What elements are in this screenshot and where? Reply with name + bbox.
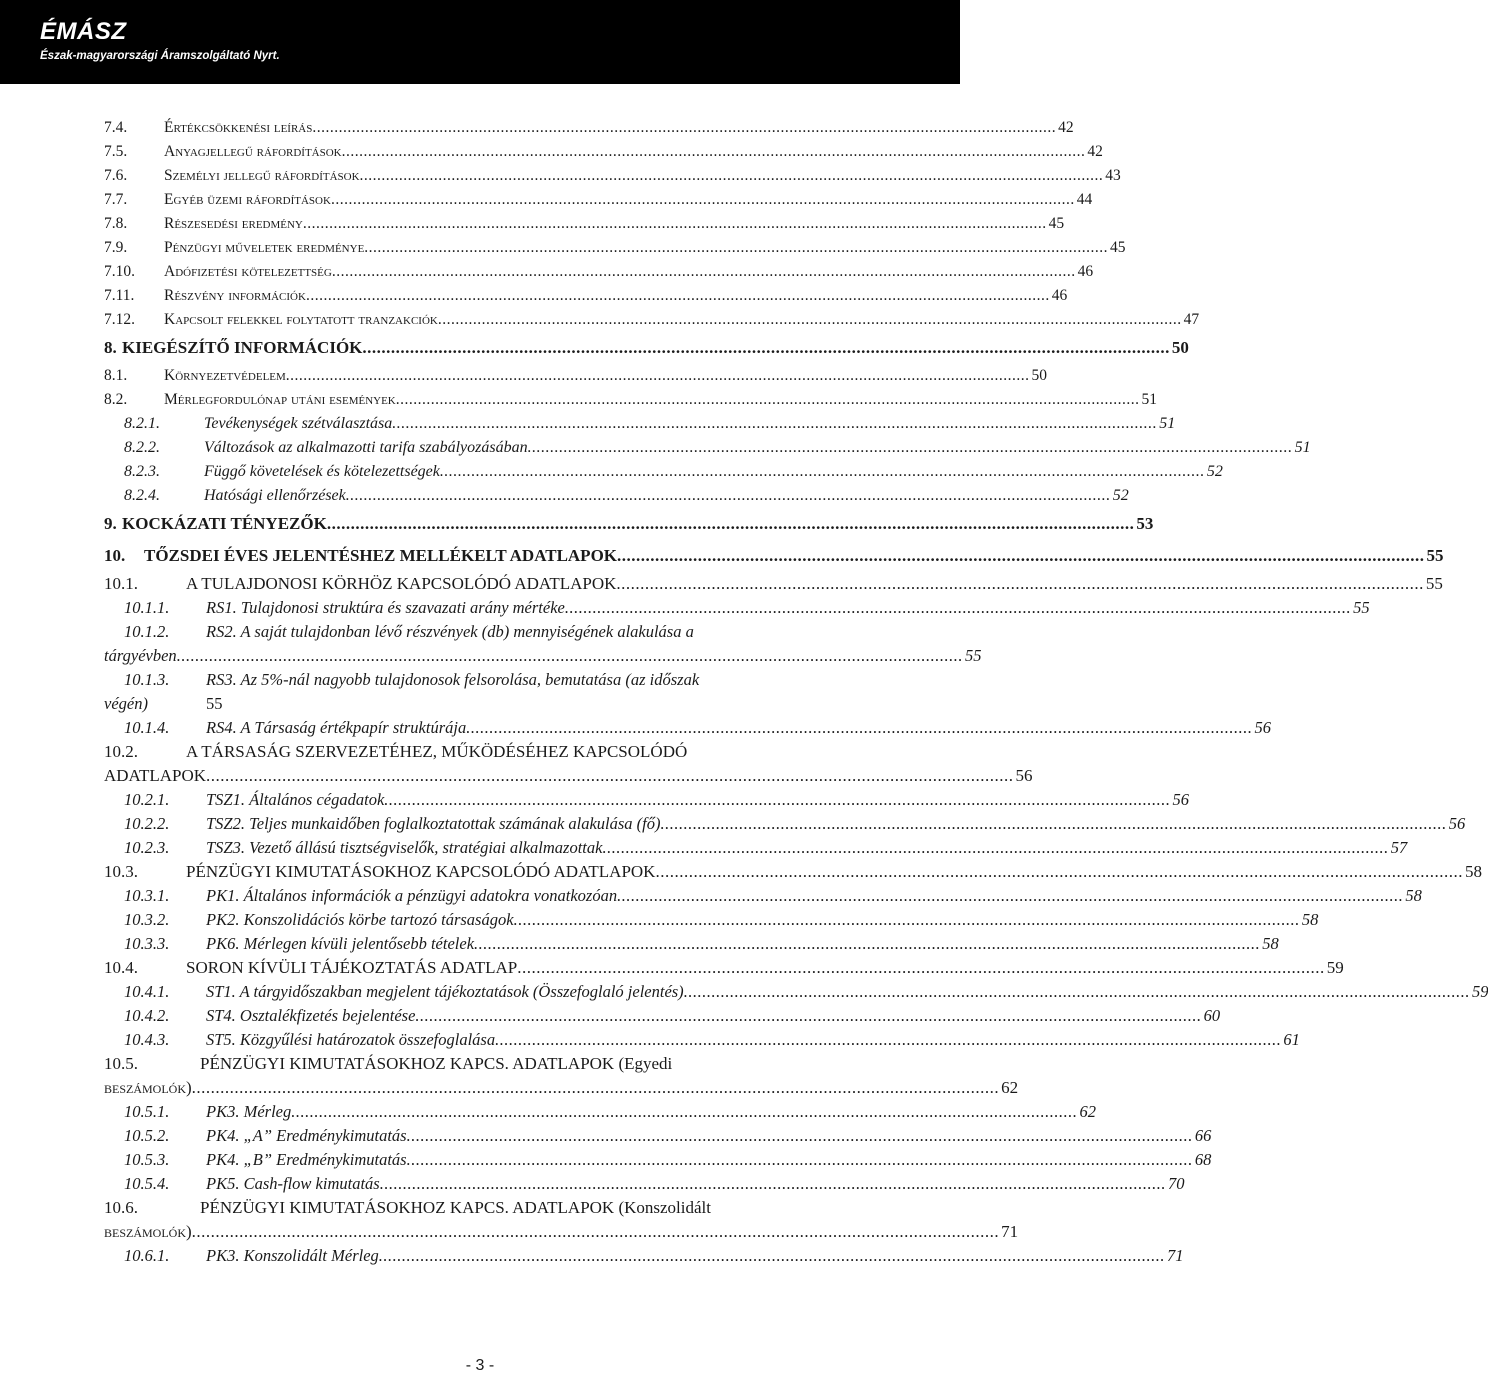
- dot-leader: ..........................................................................................................................................................................: [437, 311, 1182, 328]
- toc-page-number: 45: [1110, 239, 1126, 256]
- toc-number: 7.6.: [104, 167, 128, 184]
- toc-number: 7.8.: [104, 215, 128, 232]
- toc-number: 10.6.: [104, 1198, 138, 1217]
- toc-page-number: 59: [1471, 982, 1488, 1001]
- toc-number: 10.4.1.: [124, 982, 170, 1001]
- dot-leader: ..........................................................................................................................................................................: [305, 287, 1050, 304]
- toc-title: SORON KÍVÜLI TÁJÉKOZTATÁS ADATLAP: [186, 958, 518, 977]
- toc-title: ST5. Közgyűlési határozatok összefoglalása: [206, 1030, 496, 1049]
- toc-page-number: 58: [1464, 862, 1482, 881]
- toc-title: Személyi jellegű ráfordítások: [164, 167, 360, 184]
- toc-title: PK3. Mérleg: [206, 1102, 292, 1121]
- toc-title: TŐZSDEI ÉVES JELENTÉSHEZ MELLÉKELT ADATLAPOK: [144, 546, 618, 565]
- toc-page-number: 58: [1262, 934, 1279, 953]
- toc-page-number: 50: [1171, 338, 1189, 357]
- toc-number: 10.1.2.: [124, 622, 170, 641]
- toc-number: 10.6.1.: [124, 1246, 170, 1265]
- dot-leader: ..........................................................................................................................................................................: [474, 934, 1261, 953]
- toc-entry[interactable]: [104, 284, 1068, 308]
- dot-leader: ..........................................................................................................................................................................: [617, 546, 1425, 565]
- toc-page-number: 59: [1326, 958, 1344, 977]
- dot-leader: ..........................................................................................................................................................................: [517, 958, 1325, 977]
- toc-entry[interactable]: [104, 236, 1126, 260]
- toc-title: Hatósági ellenőrzések: [204, 487, 346, 504]
- toc-number: 7.9.: [104, 239, 128, 256]
- toc-subentry[interactable]: [104, 1148, 1212, 1172]
- dot-leader: ..........................................................................................................................................................................: [406, 1150, 1193, 1169]
- toc-title-continuation: tárgyévben: [104, 646, 177, 665]
- toc-subentry[interactable]: [104, 484, 1129, 508]
- toc-number: 10.4.: [104, 958, 138, 977]
- toc-number: 10.4.2.: [124, 1006, 170, 1025]
- toc-number: 10.4.3.: [124, 1030, 170, 1049]
- toc-subentry[interactable]: [104, 884, 1422, 908]
- company-logo: ÉMÁSZ: [40, 18, 127, 45]
- toc-page-number: 50: [1031, 367, 1048, 384]
- toc-number: 7.7.: [104, 191, 128, 208]
- dot-leader: ..........................................................................................................................................................................: [176, 646, 963, 665]
- toc-number: 10.1.4.: [124, 718, 170, 737]
- toc-subentry[interactable]: [104, 1004, 1221, 1028]
- toc-page-number: 42: [1087, 143, 1103, 160]
- toc-page-number: 55: [1426, 546, 1444, 565]
- header-logo-bar: [0, 0, 960, 84]
- dot-leader: ..........................................................................................................................................................................: [341, 143, 1086, 160]
- toc-entry[interactable]: [104, 260, 1094, 284]
- toc-entry[interactable]: [104, 1052, 872, 1076]
- dot-leader: ..........................................................................................................................................................................: [359, 167, 1104, 184]
- dot-leader: ..........................................................................................................................................................................: [364, 239, 1109, 256]
- toc-subentry[interactable]: [104, 1100, 1096, 1124]
- dot-leader: ..........................................................................................................................................................................: [439, 463, 1205, 480]
- toc-title: Kapcsolt felekkel folytatott tranzakciók: [164, 311, 438, 328]
- toc-chapter-entry[interactable]: [104, 332, 1189, 364]
- toc-entry[interactable]: [104, 140, 1103, 164]
- dot-leader: ..........................................................................................................................................................................: [616, 574, 1424, 593]
- toc-entry[interactable]: [104, 388, 1157, 412]
- toc-title: Függő követelések és kötelezettségek: [204, 463, 440, 480]
- toc-entry[interactable]: [104, 364, 1048, 388]
- toc-title: Anyagjellegű ráfordítások: [164, 143, 342, 160]
- toc-number: 8.2.1.: [124, 415, 160, 432]
- toc-title: Értékcsökkenési leírás: [164, 119, 313, 136]
- toc-number: 10.2.: [104, 742, 138, 761]
- toc-page-number: 55: [1353, 598, 1370, 617]
- toc-page-number: 61: [1283, 1030, 1300, 1049]
- toc-subentry[interactable]: [104, 788, 1190, 812]
- toc-page-number: 66: [1194, 1126, 1212, 1145]
- dot-leader: ..........................................................................................................................................................................: [602, 838, 1389, 857]
- toc-subentry[interactable]: [104, 908, 1319, 932]
- toc-page-number: 45: [1048, 215, 1065, 232]
- toc-page-number: 60: [1203, 1006, 1221, 1025]
- toc-entry[interactable]: [104, 212, 1065, 236]
- toc-title: A TÁRSASÁG SZERVEZETÉHEZ, MŰKÖDÉSÉHEZ KAPCSOLÓDÓ: [186, 742, 688, 761]
- toc-subentry-continuation[interactable]: [104, 644, 982, 668]
- toc-page-number: 47: [1183, 311, 1200, 328]
- toc-number: 8.: [104, 338, 117, 357]
- toc-title: Tevékenységek szétválasztása: [204, 415, 393, 432]
- toc-subentry[interactable]: [104, 1244, 1184, 1268]
- toc-number: 10.2.2.: [124, 814, 170, 833]
- company-logo-subtitle: Észak-magyarországi Áramszolgáltató Nyrt.: [40, 50, 280, 62]
- toc-page-number: 46: [1077, 263, 1094, 280]
- toc-page-number: 56: [1015, 766, 1033, 785]
- toc-page-number: 70: [1167, 1174, 1185, 1193]
- dot-leader: ..........................................................................................................................................................................: [291, 1102, 1078, 1121]
- dot-leader: ..........................................................................................................................................................................: [191, 1078, 1000, 1097]
- dot-leader: ..........................................................................................................................................................................: [527, 439, 1293, 456]
- dot-leader: ..........................................................................................................................................................................: [378, 1246, 1166, 1265]
- toc-number: 10.2.1.: [124, 790, 170, 809]
- toc-entry[interactable]: [104, 1196, 872, 1220]
- toc-page-number: 51: [1159, 415, 1176, 432]
- dot-leader: ..........................................................................................................................................................................: [564, 598, 1352, 617]
- toc-entry[interactable]: [104, 956, 1344, 980]
- toc-entry-continuation[interactable]: [104, 764, 1033, 788]
- toc-title: Részvény információk: [164, 287, 306, 304]
- toc-number: 10.2.3.: [124, 838, 170, 857]
- toc-title: KIEGÉSZÍTŐ INFORMÁCIÓK: [122, 338, 363, 357]
- toc-number: 10.5.2.: [124, 1126, 170, 1145]
- table-of-contents: [104, 116, 1488, 1268]
- toc-page-number: 56: [1448, 814, 1466, 833]
- toc-page-number: 44: [1076, 191, 1093, 208]
- toc-number: 8.1.: [104, 367, 128, 384]
- dot-leader: ..........................................................................................................................................................................: [384, 790, 1171, 809]
- dot-leader: ..........................................................................................................................................................................: [330, 191, 1075, 208]
- dot-leader: ..........................................................................................................................................................................: [466, 718, 1253, 737]
- toc-title: TSZ3. Vezető állású tisztségviselők, stratégiai alkalmazottak: [206, 838, 603, 857]
- page-number-footer: - 3 -: [465, 1357, 495, 1374]
- toc-page-number: 46: [1051, 287, 1068, 304]
- toc-title: Részesedési eredmény: [164, 215, 303, 232]
- toc-subentry[interactable]: [104, 460, 1223, 484]
- toc-number: 10.3.2.: [124, 910, 170, 929]
- toc-subentry[interactable]: [104, 596, 1370, 620]
- dot-leader: ..........................................................................................................................................................................: [655, 862, 1463, 881]
- dot-leader: ..........................................................................................................................................................................: [395, 391, 1140, 408]
- toc-title: Adófizetési kötelezettség: [164, 263, 332, 280]
- toc-title: Pénzügyi műveletek eredménye: [164, 239, 365, 256]
- toc-subentry[interactable]: [104, 668, 872, 692]
- toc-page-number: 51: [1141, 391, 1157, 408]
- toc-title: ST1. A tárgyidőszakban megjelent tájékoztatások (Összefoglaló jelentés): [206, 982, 684, 1001]
- toc-title: PK4. „B” Eredménykimutatás: [206, 1150, 407, 1169]
- toc-number: 7.12.: [104, 311, 135, 328]
- toc-title: RS3. Az 5%-nál nagyobb tulajdonosok felsorolása, bemutatása (az időszak: [206, 670, 700, 689]
- toc-subentry[interactable]: [104, 1172, 1185, 1196]
- toc-page-number: 57: [1390, 838, 1408, 857]
- toc-number: 8.2.: [104, 391, 128, 408]
- toc-entry[interactable]: [104, 860, 1482, 884]
- dot-leader: ..........................................................................................................................................................................: [392, 415, 1158, 432]
- dot-leader: ..........................................................................................................................................................................: [495, 1030, 1282, 1049]
- toc-number: 8.2.3.: [124, 463, 160, 480]
- toc-number: 10.3.3.: [124, 934, 170, 953]
- toc-number: 10.1.: [104, 574, 138, 593]
- toc-title: PK2. Konszolidációs körbe tartozó társaságok: [206, 910, 514, 929]
- toc-page-number: 55: [1425, 574, 1443, 593]
- dot-leader: ..........................................................................................................................................................................: [617, 886, 1404, 905]
- toc-title: Egyéb üzemi ráfordítások: [164, 191, 331, 208]
- toc-page-number: 68: [1194, 1150, 1212, 1169]
- toc-page-number: 71: [1001, 1222, 1019, 1241]
- toc-title-continuation: végén): [104, 694, 148, 713]
- toc-number: 10.5.: [104, 1054, 138, 1073]
- toc-subentry[interactable]: [104, 1124, 1212, 1148]
- toc-title-continuation: beszámolók): [104, 1078, 192, 1097]
- toc-subentry[interactable]: [104, 716, 1271, 740]
- toc-page-number: 62: [1001, 1078, 1019, 1097]
- toc-title: PÉNZÜGYI KIMUTATÁSOKHOZ KAPCS. ADATLAPOK (Egyedi: [200, 1054, 673, 1073]
- toc-number: 9.: [104, 514, 117, 533]
- toc-title: Mérlegfordulónap utáni események: [164, 391, 396, 408]
- toc-title: KOCKÁZATI TÉNYEZŐK: [122, 514, 327, 533]
- toc-title: TSZ2. Teljes munkaidőben foglalkoztatottak számának alakulása (fő): [206, 814, 661, 833]
- toc-page-number: 56: [1254, 718, 1271, 737]
- dot-leader: ..........................................................................................................................................................................: [406, 1126, 1193, 1145]
- toc-title-continuation: ADATLAPOK: [104, 766, 206, 785]
- toc-subentry[interactable]: [104, 836, 1408, 860]
- toc-entry[interactable]: [104, 572, 1443, 596]
- toc-chapter-entry[interactable]: [104, 540, 1444, 572]
- toc-subentry[interactable]: [104, 436, 1311, 460]
- dot-leader: ..........................................................................................................................................................................: [415, 1006, 1202, 1025]
- toc-number: 7.4.: [104, 119, 128, 136]
- toc-page-number: 42: [1058, 119, 1074, 136]
- dot-leader: ..........................................................................................................................................................................: [191, 1222, 1000, 1241]
- dot-leader: ..........................................................................................................................................................................: [331, 263, 1076, 280]
- toc-title: PÉNZÜGYI KIMUTATÁSOKHOZ KAPCS. ADATLAPOK (Konszolidált: [200, 1198, 711, 1217]
- toc-number: 10.5.1.: [124, 1102, 170, 1121]
- toc-chapter-entry[interactable]: [104, 508, 1154, 540]
- dot-leader: ..........................................................................................................................................................................: [345, 487, 1111, 504]
- toc-page-number: 43: [1105, 167, 1121, 184]
- toc-page-number: 52: [1206, 463, 1223, 480]
- toc-title: PK4. „A” Eredménykimutatás: [206, 1126, 407, 1145]
- toc-entry-continuation[interactable]: [104, 1076, 1019, 1100]
- toc-page-number: 55: [964, 646, 982, 665]
- toc-number: 10.3.1.: [124, 886, 170, 905]
- toc-entry[interactable]: [104, 308, 1200, 332]
- toc-number: 10.5.4.: [124, 1174, 170, 1193]
- dot-leader: ..........................................................................................................................................................................: [379, 1174, 1166, 1193]
- dot-leader: ..........................................................................................................................................................................: [206, 766, 1014, 785]
- toc-number: 10.3.: [104, 862, 138, 881]
- dot-leader: ..........................................................................................................................................................................: [326, 514, 1135, 533]
- toc-title: TSZ1. Általános cégadatok: [206, 790, 385, 809]
- toc-title: PK3. Konszolidált Mérleg: [206, 1246, 379, 1265]
- toc-title: PÉNZÜGYI KIMUTATÁSOKHOZ KAPCSOLÓDÓ ADATLAPOK: [186, 862, 656, 881]
- toc-subentry[interactable]: [104, 1028, 1300, 1052]
- toc-title: RS4. A Társaság értékpapír struktúrája: [206, 718, 467, 737]
- toc-number: 8.2.2.: [124, 439, 160, 456]
- toc-entry[interactable]: [104, 188, 1093, 212]
- toc-entry[interactable]: [104, 116, 1074, 140]
- dot-leader: ..........................................................................................................................................................................: [302, 215, 1047, 232]
- toc-number: 10.1.3.: [124, 670, 170, 689]
- toc-title: PK1. Általános információk a pénzügyi adatokra vonatkozóan: [206, 886, 618, 905]
- toc-number: 10.: [104, 546, 126, 565]
- dot-leader: ..........................................................................................................................................................................: [660, 814, 1447, 833]
- toc-subentry[interactable]: [104, 932, 1279, 956]
- toc-page-number: 53: [1136, 514, 1154, 533]
- toc-entry-continuation[interactable]: [104, 1220, 1019, 1244]
- toc-subentry[interactable]: [104, 980, 1488, 1004]
- toc-number: 7.10.: [104, 263, 135, 280]
- toc-title: PK6. Mérlegen kívüli jelentősebb tételek: [206, 934, 475, 953]
- toc-page-number: 56: [1172, 790, 1190, 809]
- toc-title: RS2. A saját tulajdonban lévő részvények (db) mennyiségének alakulása a: [206, 622, 694, 641]
- toc-number: 7.11.: [104, 287, 135, 304]
- toc-page-number: 58: [1405, 886, 1422, 905]
- toc-title: ST4. Osztalékfizetés bejelentése: [206, 1006, 416, 1025]
- toc-subentry[interactable]: [104, 812, 1466, 836]
- dot-leader: ..........................................................................................................................................................................: [285, 367, 1030, 384]
- dot-leader: ..........................................................................................................................................................................: [683, 982, 1470, 1001]
- toc-subentry-continuation[interactable]: [104, 692, 872, 716]
- toc-subentry[interactable]: [104, 412, 1176, 436]
- dot-leader: ..........................................................................................................................................................................: [312, 119, 1057, 136]
- dot-leader: ..........................................................................................................................................................................: [362, 338, 1170, 357]
- toc-title: PK5. Cash-flow kimutatás: [206, 1174, 380, 1193]
- toc-page-number: 71: [1167, 1246, 1184, 1265]
- toc-number: 10.5.3.: [124, 1150, 170, 1169]
- toc-number: 8.2.4.: [124, 487, 160, 504]
- toc-title: Változások az alkalmazotti tarifa szabályozásában: [204, 439, 528, 456]
- toc-number: 7.5.: [104, 143, 128, 160]
- toc-page-number: 51: [1294, 439, 1311, 456]
- toc-subentry[interactable]: [104, 620, 872, 644]
- toc-title: Környezetvédelem: [164, 367, 286, 384]
- toc-page-number: 55: [206, 694, 223, 713]
- toc-number: 10.1.1.: [124, 598, 170, 617]
- toc-page-number: 52: [1112, 487, 1129, 504]
- dot-leader: ..........................................................................................................................................................................: [513, 910, 1300, 929]
- toc-entry[interactable]: [104, 740, 872, 764]
- toc-entry[interactable]: [104, 164, 1121, 188]
- toc-page-number: 58: [1301, 910, 1319, 929]
- toc-page-number: 62: [1079, 1102, 1096, 1121]
- toc-title: RS1. Tulajdonosi struktúra és szavazati arány mértéke: [206, 598, 565, 617]
- toc-title-continuation: beszámolók): [104, 1222, 192, 1241]
- toc-title: A TULAJDONOSI KÖRHÖZ KAPCSOLÓDÓ ADATLAPOK: [186, 574, 617, 593]
